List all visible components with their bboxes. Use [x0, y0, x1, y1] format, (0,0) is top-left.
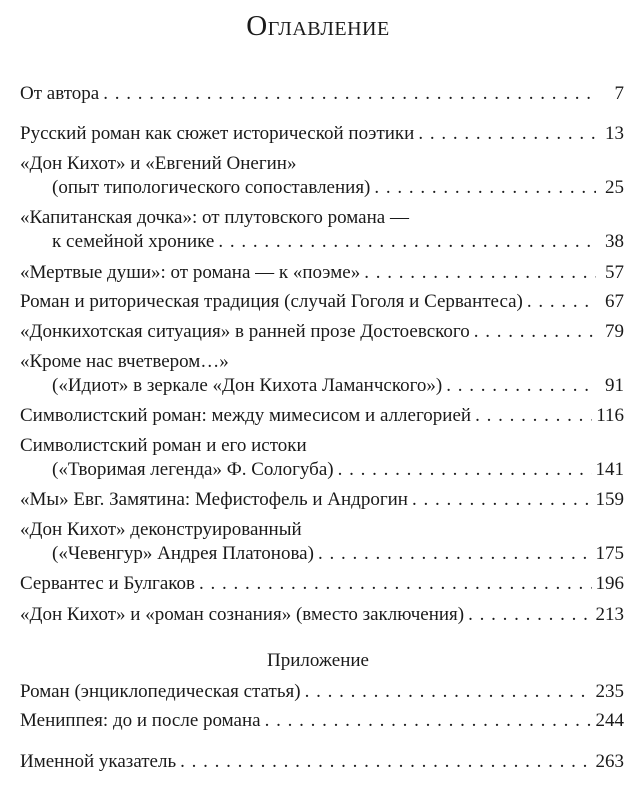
toc-entry: [20, 206, 624, 254]
toc-entry-subtitle: к семейной хронике: [52, 231, 215, 252]
toc-entry-title: Именной указатель: [20, 751, 177, 772]
appendix-heading: Приложение: [267, 650, 369, 671]
toc-entry-title: «Капитанская дочка»: от плутовского романа —: [20, 207, 409, 228]
toc-entry-page: 141: [595, 459, 624, 480]
toc-entry-page: 25: [605, 177, 624, 198]
toc-entry-page: 263: [595, 751, 624, 772]
toc-entry-title: «Дон Кихот» и «роман сознания» (вместо заключения): [20, 604, 465, 625]
toc-entry-title: «Мы» Евг. Замятина: Мефистофель и Андрогин: [20, 489, 408, 510]
dot-leader: [474, 320, 596, 344]
dot-leader: [446, 374, 596, 398]
toc-entry: [20, 709, 624, 733]
toc-entry-title: Русский роман как сюжет исторической поэтики: [20, 123, 415, 144]
dot-leader: [412, 488, 592, 512]
toc-entry: [20, 152, 624, 200]
toc-entry-subtitle: (опыт типологического сопоставления): [52, 177, 371, 198]
toc-entry-page: 57: [605, 262, 624, 283]
toc-entry-page: 13: [605, 123, 624, 144]
toc-entry-page: 235: [595, 681, 624, 702]
toc-entry-page: 196: [595, 573, 624, 594]
toc-entry-title: Мениппея: до и после романа: [20, 710, 261, 731]
page-title: Оглавление: [246, 10, 390, 42]
dot-leader: [338, 458, 592, 482]
toc-entry-page: 38: [605, 231, 624, 252]
toc-entry-subtitle: («Творимая легенда» Ф. Сологуба): [52, 459, 334, 480]
toc-entry-title: Символистский роман и его истоки: [20, 435, 307, 456]
toc-entry: [20, 82, 624, 106]
toc-entry-subtitle: («Идиот» в зеркале «Дон Кихота Ламанчского»): [52, 375, 443, 396]
toc-entry-title: «Мертвые души»: от романа — к «поэме»: [20, 262, 361, 283]
toc-entry: [20, 680, 624, 704]
dot-leader: [475, 404, 592, 428]
dot-leader: [374, 176, 596, 200]
dot-leader: [218, 230, 596, 254]
toc-entry: [20, 488, 624, 512]
toc-entry: [20, 518, 624, 566]
dot-leader: [468, 603, 591, 627]
dot-leader: [527, 290, 596, 314]
toc-entry-page: 175: [595, 543, 624, 564]
toc-entry: [20, 434, 624, 482]
dot-leader: [364, 261, 596, 285]
toc-entry-title: «Донкихотская ситуация» в ранней прозе Достоевского: [20, 321, 470, 342]
toc-entry: [20, 122, 624, 146]
toc-entry: [20, 261, 624, 285]
dot-leader: [318, 542, 592, 566]
toc-entry-page: 7: [614, 83, 624, 104]
toc-entry-page: 244: [595, 710, 624, 731]
toc-entry-page: 79: [605, 321, 624, 342]
dot-leader: [265, 709, 592, 733]
toc-entry: [20, 320, 624, 344]
toc-entry: [20, 750, 624, 774]
toc-entry-title: Сервантес и Булгаков: [20, 573, 196, 594]
toc-entry: [20, 572, 624, 596]
dot-leader: [199, 572, 591, 596]
toc-entry: [20, 290, 624, 314]
toc-entry: [20, 350, 624, 398]
toc-entry-page: 116: [596, 405, 624, 426]
toc-entry-title: Символистский роман: между мимесисом и аллегорией: [20, 405, 472, 426]
toc-entry-page: 91: [605, 375, 624, 396]
dot-leader: [103, 82, 596, 106]
toc-entry-page: 67: [605, 291, 624, 312]
toc-entry-subtitle: («Чевенгур» Андрея Платонова): [52, 543, 314, 564]
toc-entry: [20, 603, 624, 627]
toc-entry: [20, 404, 624, 428]
toc-entry-title: Роман (энциклопедическая статья): [20, 681, 301, 702]
dot-leader: [305, 680, 592, 704]
toc-entry-title: «Дон Кихот» и «Евгений Онегин»: [20, 153, 297, 174]
dot-leader: [418, 122, 596, 146]
toc-entry-title: Роман и риторическая традиция (случай Гоголя и Сервантеса): [20, 291, 523, 312]
toc-entry-title: «Кроме нас вчетвером…»: [20, 351, 229, 372]
toc-entry-page: 213: [595, 604, 624, 625]
toc-entry-page: 159: [595, 489, 624, 510]
dot-leader: [180, 750, 591, 774]
toc-entry-title: «Дон Кихот» деконструированный: [20, 519, 302, 540]
toc-entry-title: От автора: [20, 83, 100, 104]
